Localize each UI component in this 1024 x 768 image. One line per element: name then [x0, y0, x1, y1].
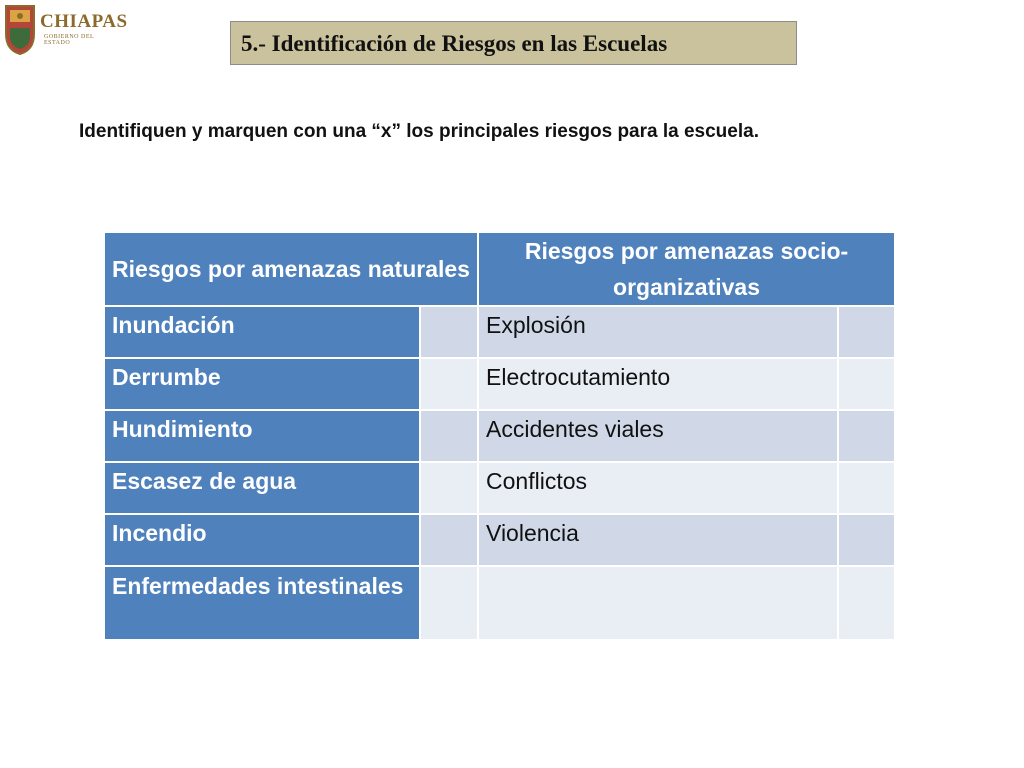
natural-risk-cell: Incendio — [104, 514, 420, 566]
table-row — [104, 410, 895, 462]
logo-subtitle: GOBIERNO DEL ESTADO — [44, 34, 94, 46]
table-row — [104, 514, 895, 566]
socio-mark-cell[interactable] — [838, 306, 895, 358]
natural-mark-cell[interactable] — [420, 358, 478, 410]
natural-risk-cell: Enfermedades intestinales — [104, 566, 420, 640]
socio-mark-cell[interactable] — [838, 566, 895, 640]
logo-name: CHIAPAS — [40, 11, 128, 32]
socio-risk-cell: Electrocutamiento — [478, 358, 838, 410]
slide-title: 5.- Identificación de Riesgos en las Escuelas — [241, 31, 668, 56]
natural-risk-cell: Hundimiento — [104, 410, 420, 462]
socio-risk-cell: Accidentes viales — [478, 410, 838, 462]
natural-mark-cell[interactable] — [420, 410, 478, 462]
natural-mark-cell[interactable] — [420, 462, 478, 514]
table-row — [104, 566, 895, 640]
socio-mark-cell[interactable] — [838, 358, 895, 410]
natural-risk-cell: Escasez de agua — [104, 462, 420, 514]
coat-of-arms-icon — [2, 2, 38, 56]
natural-risk-cell: Inundación — [104, 306, 420, 358]
natural-mark-cell[interactable] — [420, 566, 478, 640]
table-row — [104, 462, 895, 514]
table-row — [104, 306, 895, 358]
natural-risk-cell: Derrumbe — [104, 358, 420, 410]
header-socio-risks: Riesgos por amenazas socio-organizativas — [478, 232, 895, 306]
instruction-text: Identifiquen y marquen con una “x” los principales riesgos para la escuela. — [79, 121, 759, 142]
risk-table — [103, 231, 896, 641]
socio-mark-cell[interactable] — [838, 462, 895, 514]
socio-risk-cell — [478, 566, 838, 640]
natural-mark-cell[interactable] — [420, 514, 478, 566]
socio-risk-cell: Conflictos — [478, 462, 838, 514]
socio-mark-cell[interactable] — [838, 514, 895, 566]
header-natural-risks: Riesgos por amenazas naturales — [104, 232, 478, 306]
natural-mark-cell[interactable] — [420, 306, 478, 358]
table-header-row — [104, 232, 895, 306]
table-row — [104, 358, 895, 410]
socio-mark-cell[interactable] — [838, 410, 895, 462]
slide-title-box — [230, 21, 797, 65]
socio-risk-cell: Violencia — [478, 514, 838, 566]
socio-risk-cell: Explosión — [478, 306, 838, 358]
chiapas-logo — [0, 0, 128, 56]
